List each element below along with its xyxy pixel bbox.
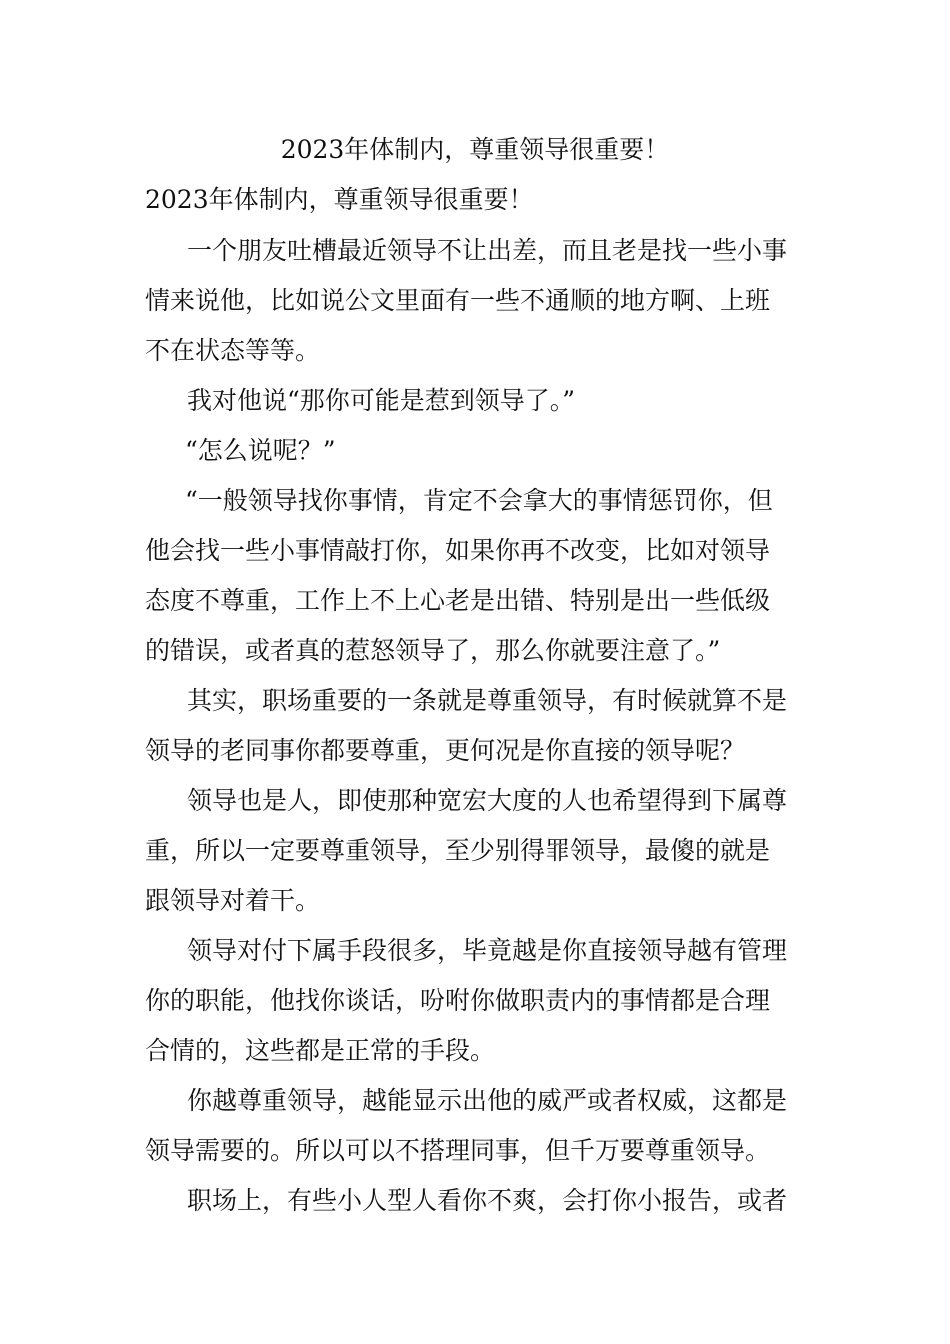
paragraph-line: “怎么说呢？” [185,436,336,465]
document-subtitle: 2023年体制内，尊重领导很重要！ [145,185,534,214]
paragraph-line: 一个朋友吐槽最近领导不让出差，而且老是找一些小事 [187,236,788,265]
paragraph-5 [145,676,810,776]
page-title: 2023年体制内，尊重领导很重要！ [280,135,670,164]
paragraph-1 [145,226,810,376]
paragraph-6 [145,776,810,926]
paragraph-line: 跟领导对着干。 [145,886,321,915]
paragraph-line: “一般领导找你事情，肯定不会拿大的事情惩罚你，但 [185,486,773,515]
paragraph-2 [145,376,810,426]
paragraph-line: 不在状态等等。 [145,336,321,365]
paragraph-line: 情来说他，比如说公文里面有一些不通顺的地方啊、上班 [145,286,771,315]
paragraph-line: 领导需要的。所以可以不搭理同事，但千万要尊重领导。 [145,1136,771,1165]
paragraph-8 [145,1076,810,1176]
paragraph-line: 领导对付下属手段很多，毕竟越是你直接领导越有管理 [187,936,788,965]
paragraph-line: 你越尊重领导，越能显示出他的威严或者权威，这都是 [187,1086,788,1115]
paragraph-4 [145,476,810,676]
paragraph-line: 领导的老同事你都要尊重，更何况是你直接的领导呢？ [145,736,746,765]
paragraph-line: 职场上，有些小人型人看你不爽，会打你小报告，或者 [187,1186,788,1215]
paragraph-line: 重，所以一定要尊重领导，至少别得罪领导，最傻的就是 [145,836,771,865]
paragraph-line: 态度不尊重，工作上不上心老是出错、特别是出一些低级 [145,586,771,615]
paragraph-line: 领导也是人，即使那种宽宏大度的人也希望得到下属尊 [187,786,788,815]
paragraph-line: 你的职能，他找你谈话，吩咐你做职责内的事情都是合理 [145,986,771,1015]
paragraph-line: 他会找一些小事情敲打你，如果你再不改变，比如对领导 [145,536,771,565]
paragraph-line: 的错误，或者真的惹怒领导了，那么你就要注意了。” [145,636,721,665]
paragraph-line: 合情的，这些都是正常的手段。 [145,1036,496,1065]
paragraph-9 [145,1176,810,1226]
paragraph-line: 我对他说“那你可能是惹到领导了。” [187,386,576,415]
document-body [145,180,810,1226]
paragraph-7 [145,926,810,1076]
paragraph-3 [145,426,810,476]
paragraph-line: 其实，职场重要的一条就是尊重领导，有时候就算不是 [187,686,788,715]
